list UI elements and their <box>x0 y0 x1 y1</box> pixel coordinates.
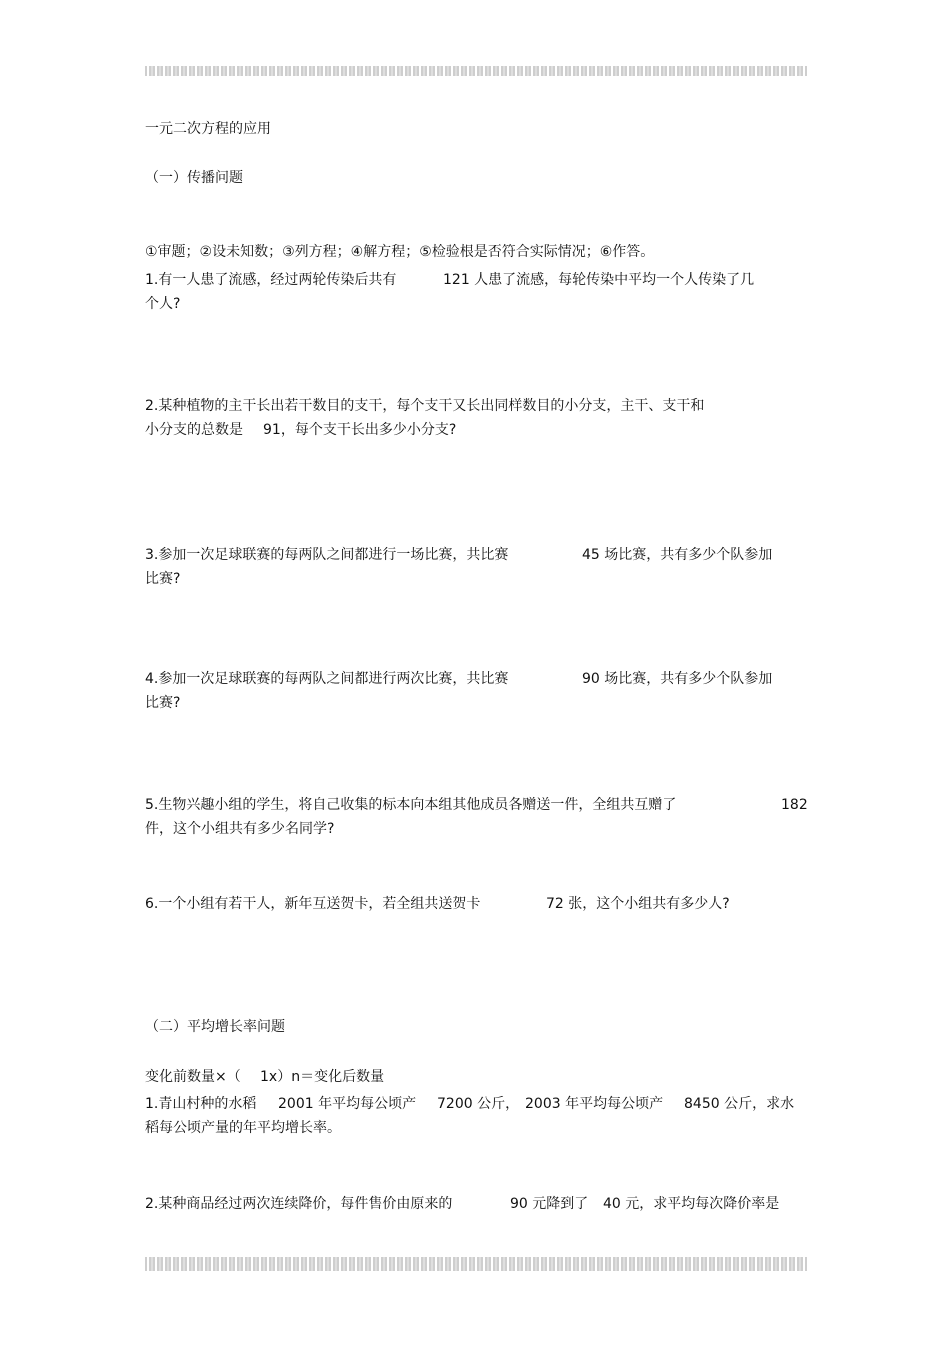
problem-1-line-2: 个人? <box>145 296 181 312</box>
problem-2-line-2b: 91，每个支干长出多少小分支? <box>263 422 457 438</box>
growth-problem-2-c: 40 元，求平均每次降价率是 <box>603 1196 780 1212</box>
growth-problem-1-b: 2001 年平均每公顷产 <box>278 1096 417 1112</box>
problem-6-line-1b: 72 张，这个小组共有多少人? <box>546 896 730 912</box>
problem-4-line-2: 比赛? <box>145 695 181 711</box>
growth-problem-1-a: 1.青山村种的水稻 <box>145 1096 257 1112</box>
problem-5-line-1a: 5.生物兴趣小组的学生，将自己收集的标本向本组其他成员各赠送一件，全组共互赠了 <box>145 797 677 813</box>
section-heading-1: （一）传播问题 <box>145 170 243 186</box>
problem-3-line-1a: 3.参加一次足球联赛的每两队之间都进行一场比赛，共比赛 <box>145 547 509 563</box>
problem-4-line-1b: 90 场比赛，共有多少个队参加 <box>582 671 773 687</box>
growth-problem-2-b: 90 元降到了 <box>510 1196 589 1212</box>
problem-2-line-2a: 小分支的总数是 <box>145 422 243 438</box>
problem-1-line-1a: 1.有一人患了流感，经过两轮传染后共有 <box>145 272 397 288</box>
growth-problem-1-e: 8450 公斤，求水 <box>684 1096 795 1112</box>
problem-3-line-1b: 45 场比赛，共有多少个队参加 <box>582 547 773 563</box>
section-heading-2: （二）平均增长率问题 <box>145 1019 285 1035</box>
solution-steps: ①审题；②设未知数；③列方程；④解方程；⑤检验根是否符合实际情况；⑥作答。 <box>145 244 655 260</box>
growth-problem-1-c: 7200 公斤， <box>437 1096 520 1112</box>
document-title: 一元二次方程的应用 <box>145 121 271 137</box>
footer-noise <box>145 1257 807 1271</box>
formula-part-b: 1x）n＝变化后数量 <box>260 1069 385 1085</box>
problem-4-line-1a: 4.参加一次足球联赛的每两队之间都进行两次比赛，共比赛 <box>145 671 509 687</box>
growth-problem-1-line-2: 稻每公顷产量的年平均增长率。 <box>145 1120 341 1136</box>
growth-problem-1-d: 2003 年平均每公顷产 <box>525 1096 664 1112</box>
problem-6-line-1a: 6.一个小组有若干人，新年互送贺卡，若全组共送贺卡 <box>145 896 481 912</box>
problem-1-line-1b: 121 人患了流感，每轮传染中平均一个人传染了几 <box>443 272 755 288</box>
growth-problem-2-a: 2.某种商品经过两次连续降价，每件售价由原来的 <box>145 1196 453 1212</box>
problem-3-line-2: 比赛? <box>145 571 181 587</box>
problem-2-line-1: 2.某种植物的主干长出若干数目的支干，每个支干又长出同样数目的小分支，主干、支干和 <box>145 398 705 414</box>
header-noise <box>145 66 807 76</box>
problem-5-line-1b: 182 <box>781 797 808 813</box>
problem-5-line-2: 件，这个小组共有多少名同学? <box>145 821 335 837</box>
formula-part-a: 变化前数量×（ <box>145 1069 241 1085</box>
